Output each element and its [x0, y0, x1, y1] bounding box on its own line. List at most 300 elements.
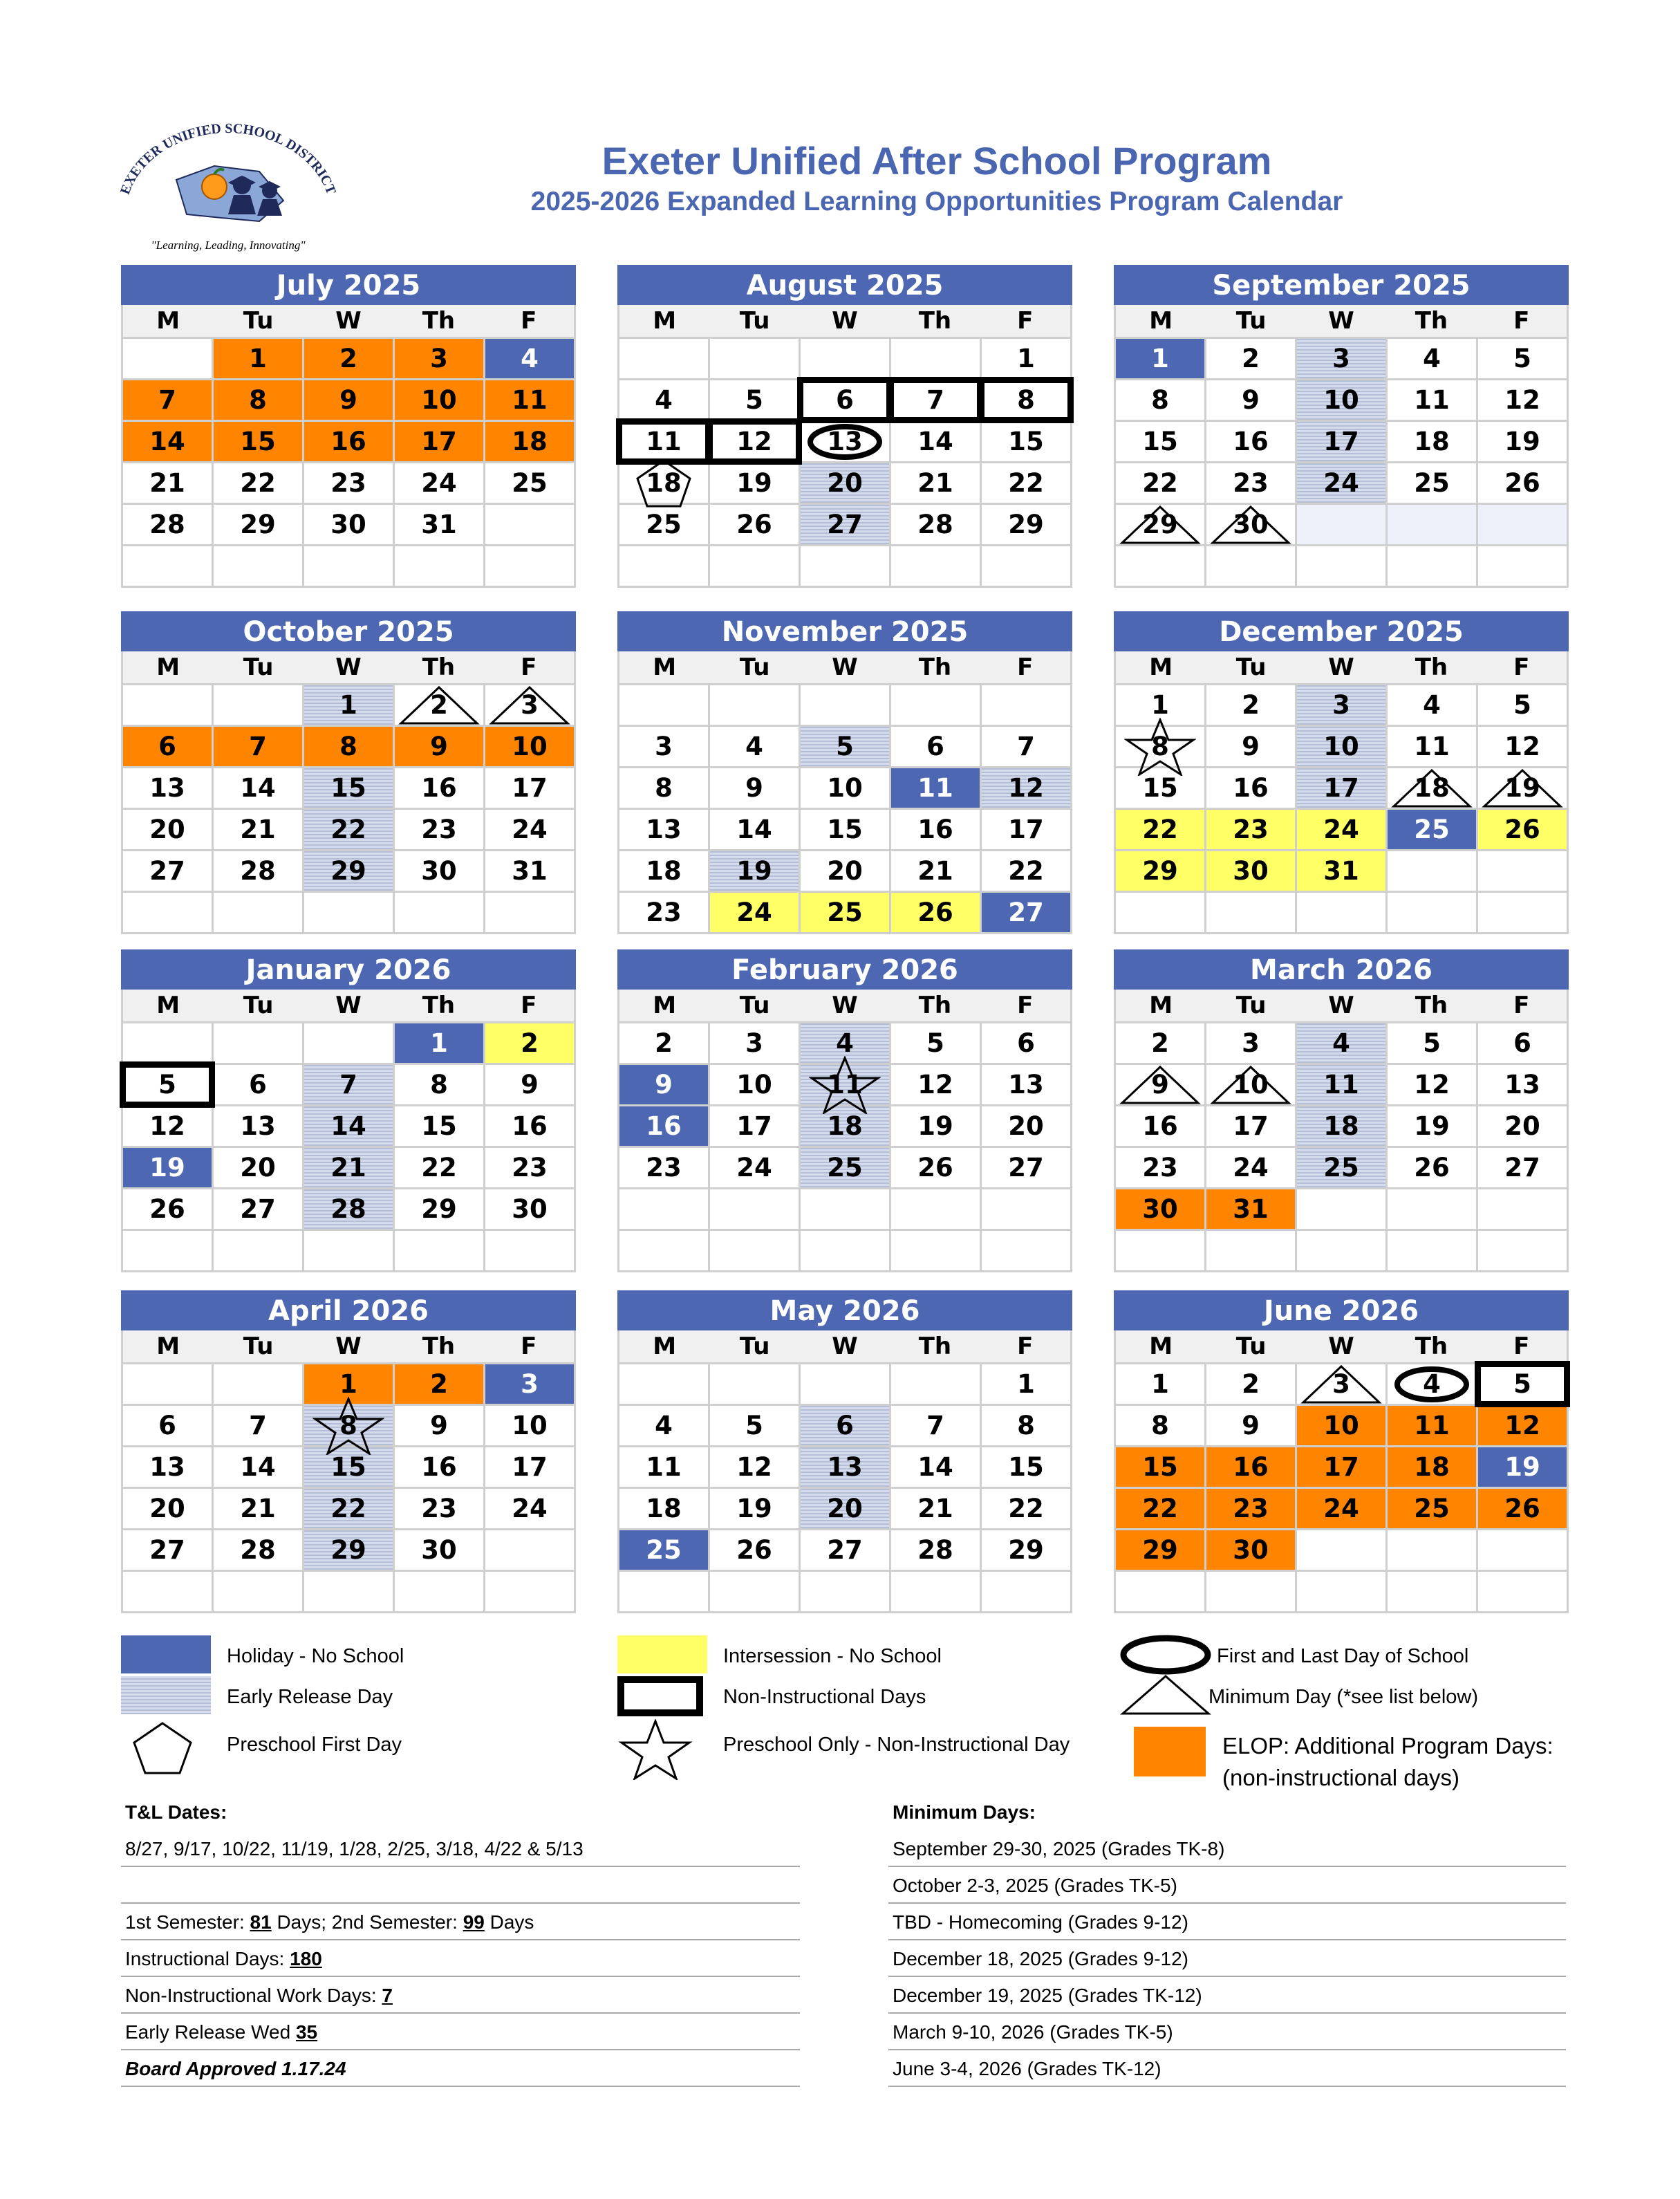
- tl-board-approved: Board Approved 1.17.24: [121, 2050, 800, 2087]
- legend-preschool-first-label: Preschool First Day: [227, 1734, 402, 1756]
- day-number: 3: [745, 1028, 763, 1058]
- weekday-header: [1114, 651, 1569, 683]
- day-cell: [395, 1406, 485, 1447]
- day-number: 11: [1414, 1411, 1450, 1440]
- month-title: September 2025: [1114, 265, 1569, 305]
- day-cell: [619, 893, 710, 934]
- empty-cell: [1478, 851, 1569, 893]
- day-number: 26: [736, 1535, 772, 1565]
- day-cell: [619, 1065, 710, 1106]
- minimum-day-row: June 3-4, 2026 (Grades TK-12): [888, 2050, 1566, 2087]
- month-title: July 2025: [121, 265, 576, 305]
- day-number: 16: [917, 815, 953, 844]
- day-number: 20: [827, 856, 863, 886]
- day-cell: [395, 851, 485, 893]
- empty-cell: [485, 1530, 576, 1572]
- day-cell: [1478, 1489, 1569, 1530]
- empty-cell: [1388, 1530, 1478, 1572]
- empty-cell: [801, 1364, 891, 1406]
- day-number: 1: [1017, 1369, 1035, 1399]
- day-number: 2: [1242, 690, 1260, 720]
- day-cell: [214, 463, 304, 505]
- day-cell: [710, 1530, 801, 1572]
- day-number: 25: [827, 898, 863, 927]
- day-cell: [891, 463, 982, 505]
- day-cell: [619, 768, 710, 810]
- day-number: 17: [512, 773, 548, 803]
- day-number: 9: [745, 773, 763, 803]
- day-cell: [710, 463, 801, 505]
- day-number: 8: [655, 773, 673, 803]
- day-number: 18: [1414, 1452, 1450, 1482]
- day-number: 8: [1017, 1411, 1035, 1440]
- day-number: 26: [1414, 1153, 1450, 1182]
- day-number: 11: [917, 773, 953, 803]
- day-cell: [891, 893, 982, 934]
- day-cell: [619, 505, 710, 546]
- day-cell: [304, 1148, 395, 1189]
- minimum-days-table: [888, 1794, 1566, 2087]
- empty-cell: [304, 1231, 395, 1272]
- day-cell: [214, 1106, 304, 1148]
- legend-preschool-only-label: Preschool Only - Non-Instructional Day: [723, 1734, 1070, 1756]
- day-cell: [801, 810, 891, 851]
- day-cell: [485, 1065, 576, 1106]
- empty-cell: [214, 1023, 304, 1065]
- day-grid: [1114, 1362, 1569, 1613]
- weekday-label: Th: [1415, 1333, 1448, 1360]
- tl-non-instructional-days: Non-Instructional Work Days: 7: [121, 1977, 800, 2014]
- day-cell: [1297, 339, 1388, 380]
- weekday-label: F: [1513, 1333, 1530, 1360]
- day-number: 22: [1142, 815, 1178, 844]
- day-number: 15: [1142, 773, 1178, 803]
- month-april-2026: [121, 1290, 576, 1613]
- day-number: 10: [1323, 732, 1359, 761]
- day-number: 12: [1504, 385, 1540, 415]
- month-title: January 2026: [121, 949, 576, 990]
- day-number: 11: [512, 385, 548, 415]
- day-cell: [1388, 463, 1478, 505]
- day-number: 2: [339, 344, 357, 373]
- day-number: 18: [646, 468, 682, 498]
- day-number: 2: [430, 1369, 448, 1399]
- empty-cell: [710, 546, 801, 588]
- day-cell: [1116, 339, 1206, 380]
- day-number: 24: [512, 815, 548, 844]
- legend-early-release-label: Early Release Day: [227, 1686, 393, 1708]
- day-cell: [710, 380, 801, 422]
- empty-cell: [1116, 1572, 1206, 1613]
- day-number: 21: [149, 468, 185, 498]
- day-number: 5: [745, 1411, 763, 1440]
- weekday-label: Tu: [739, 307, 770, 335]
- weekday-label: Th: [918, 992, 952, 1019]
- minimum-day-row: TBD - Homecoming (Grades 9-12): [888, 1904, 1566, 1940]
- month-march-2026: [1114, 949, 1569, 1272]
- day-cell: [304, 422, 395, 463]
- day-number: 27: [1008, 1153, 1044, 1182]
- empty-cell: [1388, 1189, 1478, 1231]
- day-number: 12: [1414, 1070, 1450, 1100]
- day-number: 10: [1323, 1411, 1359, 1440]
- day-cell: [1388, 727, 1478, 768]
- legend-holiday-label: Holiday - No School: [227, 1645, 404, 1667]
- day-number: 1: [1151, 344, 1169, 373]
- day-number: 9: [1242, 1411, 1260, 1440]
- day-number: 18: [1414, 773, 1450, 803]
- day-number: 5: [836, 732, 854, 761]
- day-cell: [801, 1406, 891, 1447]
- day-number: 5: [1423, 1028, 1441, 1058]
- day-cell: [304, 1489, 395, 1530]
- legend-first-last-label: First and Last Day of School: [1217, 1645, 1469, 1667]
- day-number: 19: [736, 1494, 772, 1523]
- empty-cell: [891, 685, 982, 727]
- day-number: 2: [1151, 1028, 1169, 1058]
- day-number: 6: [1017, 1028, 1035, 1058]
- day-cell: [982, 1106, 1072, 1148]
- day-number: 7: [249, 732, 267, 761]
- empty-cell: [710, 1231, 801, 1272]
- weekday-label: Th: [422, 1333, 456, 1360]
- day-number: 9: [339, 385, 357, 415]
- day-cell: [485, 727, 576, 768]
- empty-cell: [123, 893, 214, 934]
- day-cell: [1478, 1406, 1569, 1447]
- day-cell: [123, 1530, 214, 1572]
- empty-cell: [1297, 893, 1388, 934]
- day-number: 12: [736, 1452, 772, 1482]
- legend-elop-swatch: [1134, 1727, 1206, 1776]
- day-number: 10: [512, 1411, 548, 1440]
- weekday-label: Tu: [739, 1333, 770, 1360]
- day-cell: [1116, 1148, 1206, 1189]
- day-number: 11: [1414, 732, 1450, 761]
- day-cell: [982, 768, 1072, 810]
- empty-cell: [214, 1572, 304, 1613]
- weekday-label: M: [156, 992, 180, 1019]
- day-number: 15: [1008, 1452, 1044, 1482]
- weekday-label: Th: [1415, 307, 1448, 335]
- empty-cell: [1297, 1572, 1388, 1613]
- empty-cell: [1297, 1189, 1388, 1231]
- empty-cell: [1478, 893, 1569, 934]
- day-number: 1: [339, 690, 357, 720]
- empty-cell: [214, 893, 304, 934]
- empty-cell: [982, 685, 1072, 727]
- day-cell: [214, 422, 304, 463]
- day-cell: [1206, 380, 1297, 422]
- day-number: 5: [926, 1028, 944, 1058]
- day-number: 23: [421, 815, 457, 844]
- weekday-label: F: [521, 992, 537, 1019]
- day-number: 29: [330, 856, 366, 886]
- day-cell: [1388, 810, 1478, 851]
- day-cell: [214, 339, 304, 380]
- day-cell: [1478, 1364, 1569, 1406]
- day-number: 14: [149, 427, 185, 456]
- day-cell: [710, 1106, 801, 1148]
- day-cell: [891, 810, 982, 851]
- day-number: 21: [330, 1153, 366, 1182]
- day-number: 6: [249, 1070, 267, 1100]
- empty-cell: [891, 1572, 982, 1613]
- day-number: 15: [1008, 427, 1044, 456]
- day-cell: [1388, 1023, 1478, 1065]
- weekday-header: [617, 651, 1072, 683]
- minimum-day-row: December 18, 2025 (Grades 9-12): [888, 1940, 1566, 1977]
- month-title: November 2025: [617, 611, 1072, 651]
- empty-cell: [1297, 546, 1388, 588]
- day-cell: [123, 505, 214, 546]
- empty-cell: [123, 1572, 214, 1613]
- day-cell: [395, 1189, 485, 1231]
- weekday-label: M: [653, 307, 677, 335]
- day-number: 31: [421, 510, 457, 539]
- day-cell: [304, 1406, 395, 1447]
- day-cell: [395, 339, 485, 380]
- day-number: 3: [521, 1369, 539, 1399]
- day-grid: [121, 337, 576, 588]
- day-cell: [304, 768, 395, 810]
- day-cell: [1297, 768, 1388, 810]
- day-cell: [304, 1530, 395, 1572]
- day-number: 9: [1151, 1070, 1169, 1100]
- month-title: June 2026: [1114, 1290, 1569, 1330]
- day-number: 13: [149, 1452, 185, 1482]
- weekday-label: Tu: [1235, 1333, 1267, 1360]
- empty-cell: [304, 546, 395, 588]
- day-cell: [1206, 1023, 1297, 1065]
- day-cell: [801, 1148, 891, 1189]
- day-cell: [710, 768, 801, 810]
- day-cell: [1206, 1106, 1297, 1148]
- empty-cell: [801, 685, 891, 727]
- day-number: 14: [240, 1452, 276, 1482]
- month-title: December 2025: [1114, 611, 1569, 651]
- empty-cell: [619, 546, 710, 588]
- day-number: 3: [1332, 344, 1350, 373]
- weekday-label: W: [335, 1333, 362, 1360]
- empty-cell: [982, 1189, 1072, 1231]
- weekday-label: F: [521, 307, 537, 335]
- empty-cell: [1388, 546, 1478, 588]
- day-cell: [1116, 1447, 1206, 1489]
- day-number: 24: [1323, 1494, 1359, 1523]
- weekday-label: Tu: [1235, 307, 1267, 335]
- empty-cell: [1206, 1231, 1297, 1272]
- day-cell: [123, 1106, 214, 1148]
- day-number: 27: [1008, 898, 1044, 927]
- day-cell: [710, 1065, 801, 1106]
- day-cell: [710, 1023, 801, 1065]
- day-number: 27: [149, 1535, 185, 1565]
- weekday-label: W: [832, 307, 858, 335]
- day-cell: [1388, 1364, 1478, 1406]
- day-cell: [485, 1406, 576, 1447]
- day-cell: [214, 1530, 304, 1572]
- day-cell: [395, 463, 485, 505]
- day-cell: [1478, 685, 1569, 727]
- day-number: 10: [1233, 1070, 1269, 1100]
- day-cell: [214, 380, 304, 422]
- day-cell: [801, 893, 891, 934]
- day-number: 12: [1008, 773, 1044, 803]
- day-cell: [801, 380, 891, 422]
- day-number: 31: [1323, 856, 1359, 886]
- day-cell: [395, 810, 485, 851]
- day-cell: [1388, 1106, 1478, 1148]
- day-number: 16: [1233, 1452, 1269, 1482]
- day-number: 11: [1414, 385, 1450, 415]
- weekday-label: W: [1328, 307, 1354, 335]
- day-number: 27: [827, 510, 863, 539]
- day-number: 6: [836, 385, 854, 415]
- day-number: 1: [1151, 1369, 1169, 1399]
- weekday-label: F: [521, 653, 537, 681]
- day-number: 4: [655, 1411, 673, 1440]
- day-number: 30: [512, 1194, 548, 1224]
- weekday-label: Tu: [243, 653, 274, 681]
- weekday-header: [1114, 990, 1569, 1021]
- day-cell: [982, 1406, 1072, 1447]
- day-number: 22: [330, 1494, 366, 1523]
- day-cell: [1116, 810, 1206, 851]
- day-cell: [1206, 505, 1297, 546]
- day-cell: [891, 1489, 982, 1530]
- day-cell: [1206, 339, 1297, 380]
- day-cell: [395, 1489, 485, 1530]
- legend-intersession-label: Intersession - No School: [723, 1645, 942, 1667]
- day-number: 3: [1332, 1369, 1350, 1399]
- day-cell: [891, 851, 982, 893]
- day-cell: [982, 893, 1072, 934]
- day-cell: [123, 422, 214, 463]
- empty-cell: [1478, 505, 1569, 546]
- day-number: 10: [1323, 385, 1359, 415]
- day-number: 5: [1513, 690, 1531, 720]
- day-grid: [1114, 337, 1569, 588]
- day-number: 18: [646, 856, 682, 886]
- day-number: 11: [827, 1070, 863, 1100]
- day-cell: [1297, 380, 1388, 422]
- month-october-2025: [121, 611, 576, 934]
- day-number: 24: [1233, 1153, 1269, 1182]
- weekday-label: M: [156, 1333, 180, 1360]
- weekday-label: Tu: [739, 653, 770, 681]
- empty-cell: [801, 1231, 891, 1272]
- day-number: 20: [827, 468, 863, 498]
- day-cell: [123, 810, 214, 851]
- weekday-header: [121, 990, 576, 1021]
- day-cell: [123, 1189, 214, 1231]
- weekday-label: Th: [918, 1333, 952, 1360]
- day-number: 15: [1142, 1452, 1178, 1482]
- day-cell: [1116, 380, 1206, 422]
- day-number: 13: [827, 427, 863, 456]
- day-number: 30: [1233, 1535, 1269, 1565]
- day-number: 4: [1332, 1028, 1350, 1058]
- day-cell: [1206, 1148, 1297, 1189]
- day-cell: [1297, 1447, 1388, 1489]
- day-cell: [123, 768, 214, 810]
- day-number: 19: [736, 468, 772, 498]
- day-number: 19: [736, 856, 772, 886]
- empty-cell: [801, 1572, 891, 1613]
- day-cell: [304, 380, 395, 422]
- tl-blank-row: [121, 1867, 800, 1904]
- day-number: 17: [736, 1111, 772, 1141]
- day-cell: [123, 1489, 214, 1530]
- legend-elop-label-2: (non-instructional days): [1222, 1765, 1459, 1790]
- month-may-2026: [617, 1290, 1072, 1613]
- day-cell: [1116, 1530, 1206, 1572]
- day-number: 2: [1242, 344, 1260, 373]
- day-cell: [1478, 1065, 1569, 1106]
- day-number: 24: [1323, 815, 1359, 844]
- day-number: 18: [827, 1111, 863, 1141]
- day-number: 12: [917, 1070, 953, 1100]
- empty-cell: [485, 893, 576, 934]
- day-number: 17: [1323, 427, 1359, 456]
- day-number: 23: [646, 898, 682, 927]
- empty-cell: [710, 685, 801, 727]
- empty-cell: [123, 1364, 214, 1406]
- day-cell: [710, 727, 801, 768]
- day-number: 25: [646, 1535, 682, 1565]
- day-number: 24: [421, 468, 457, 498]
- day-cell: [214, 1065, 304, 1106]
- day-cell: [1116, 1406, 1206, 1447]
- day-cell: [1388, 380, 1478, 422]
- day-cell: [1297, 685, 1388, 727]
- day-cell: [982, 810, 1072, 851]
- empty-cell: [1478, 1189, 1569, 1231]
- day-number: 30: [1142, 1194, 1178, 1224]
- day-cell: [801, 1065, 891, 1106]
- weekday-label: F: [1017, 992, 1034, 1019]
- day-number: 25: [827, 1153, 863, 1182]
- day-number: 18: [1414, 427, 1450, 456]
- day-number: 15: [330, 773, 366, 803]
- day-number: 16: [512, 1111, 548, 1141]
- day-number: 29: [1142, 510, 1178, 539]
- day-number: 12: [1504, 1411, 1540, 1440]
- weekday-label: M: [653, 992, 677, 1019]
- day-cell: [123, 727, 214, 768]
- day-cell: [1297, 1489, 1388, 1530]
- day-cell: [304, 505, 395, 546]
- day-number: 30: [421, 856, 457, 886]
- day-number: 26: [1504, 1494, 1540, 1523]
- weekday-label: Tu: [739, 992, 770, 1019]
- day-grid: [617, 1021, 1072, 1272]
- day-cell: [710, 851, 801, 893]
- empty-cell: [214, 546, 304, 588]
- day-cell: [304, 1189, 395, 1231]
- day-cell: [304, 810, 395, 851]
- empty-cell: [1116, 893, 1206, 934]
- day-cell: [801, 1489, 891, 1530]
- month-september-2025: [1114, 265, 1569, 588]
- weekday-label: Th: [422, 653, 456, 681]
- day-cell: [982, 851, 1072, 893]
- day-grid: [121, 1021, 576, 1272]
- day-cell: [1206, 1489, 1297, 1530]
- day-number: 19: [149, 1153, 185, 1182]
- day-number: 20: [240, 1153, 276, 1182]
